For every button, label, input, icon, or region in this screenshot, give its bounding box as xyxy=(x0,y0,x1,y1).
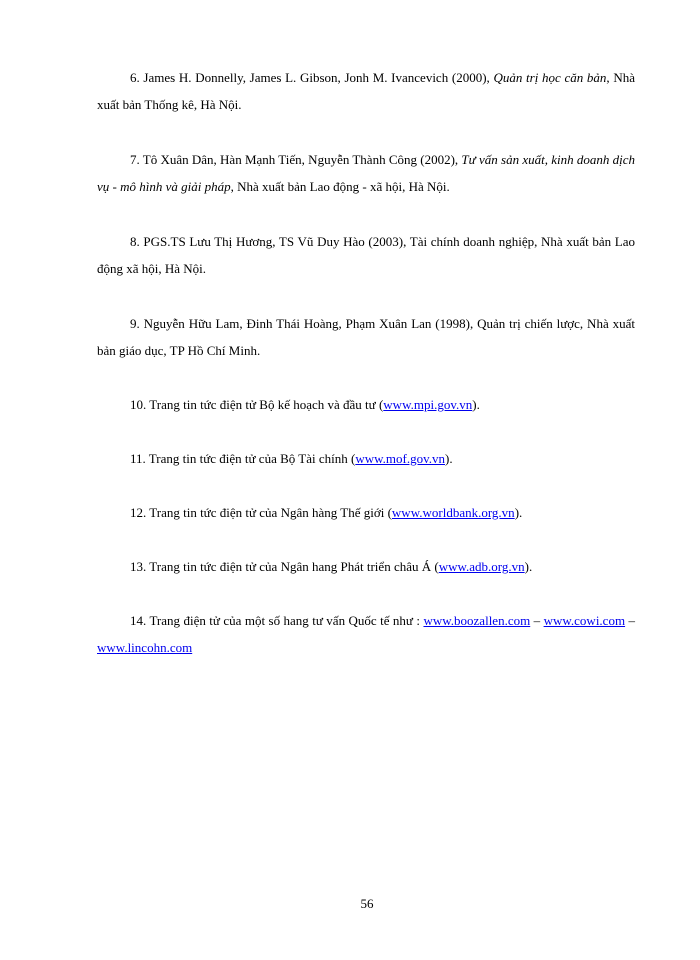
reference-14-separator-1: – xyxy=(530,613,544,628)
reference-12 xyxy=(97,500,635,527)
reference-8-text: 8. PGS.TS Lưu Thị Hương, TS Vũ Duy Hào (2003), Tài chính doanh nghiệp, Nhà xuất bản Lao động xã hội, Hà Nội. xyxy=(97,234,635,276)
lincohn-link[interactable]: www.lincohn.com xyxy=(97,639,193,655)
reference-14 xyxy=(97,608,635,661)
reference-13 xyxy=(97,554,635,581)
reference-7-authors: 7. Tô Xuân Dân, Hàn Mạnh Tiến, Nguyễn Thành Công (2002), xyxy=(130,152,462,167)
reference-14-separator-2: – xyxy=(625,613,636,628)
reference-10-close: ). xyxy=(472,397,480,412)
reference-10 xyxy=(97,392,635,419)
reference-9 xyxy=(97,311,635,364)
reference-13-text: 13. Trang tin tức điện tử của Ngân hang Phát triển châu Á ( xyxy=(130,559,439,574)
reference-11 xyxy=(97,446,635,473)
mpi-link[interactable]: www.mpi.gov.vn xyxy=(383,397,473,412)
reference-11-close: ). xyxy=(445,451,453,466)
reference-7-publisher: , Nhà xuất bản Lao động - xã hội, Hà Nội. xyxy=(230,178,450,194)
reference-9-text: 9. Nguyễn Hữu Lam, Đinh Thái Hoàng, Phạm Xuân Lan (1998), Quản trị chiến lược, Nhà xuất bản giáo dục, TP Hồ Chí Minh. xyxy=(97,316,635,358)
reference-12-close: ). xyxy=(514,505,523,520)
cowi-link[interactable]: www.cowi.com xyxy=(543,613,626,628)
reference-6-authors: 6. James H. Donnelly, James L. Gibson, Jonh M. Ivancevich (2000), xyxy=(130,70,494,85)
adb-link[interactable]: www.adb.org.vn xyxy=(438,559,525,574)
boozallen-link[interactable]: www.boozallen.com xyxy=(423,613,531,628)
mof-link[interactable]: www.mof.gov.vn xyxy=(355,451,445,466)
reference-12-text: 12. Trang tin tức điện tử của Ngân hàng Thế giới ( xyxy=(130,505,392,520)
reference-6 xyxy=(97,65,635,118)
reference-14-text: 14. Trang điện tử của một số hang tư vấn Quốc tế như : xyxy=(130,613,424,628)
reference-8 xyxy=(97,229,635,282)
reference-13-close: ). xyxy=(524,559,533,574)
reference-10-text: 10. Trang tin tức điện tử Bộ kế hoạch và đầu tư ( xyxy=(130,397,384,412)
worldbank-link[interactable]: www.worldbank.org.vn xyxy=(391,505,515,520)
reference-7 xyxy=(97,147,635,200)
reference-6-title: Quản trị học căn bản xyxy=(493,70,607,85)
reference-7-title: Tư vấn sản xuất, kinh doanh dịch vụ - mô hình và giải pháp xyxy=(97,152,635,194)
page-number: 56 xyxy=(360,896,374,911)
reference-11-text: 11. Trang tin tức điện tử của Bộ Tài chính ( xyxy=(130,451,356,466)
reference-6-publisher: , Nhà xuất bản Thống kê, Hà Nội. xyxy=(97,70,635,112)
